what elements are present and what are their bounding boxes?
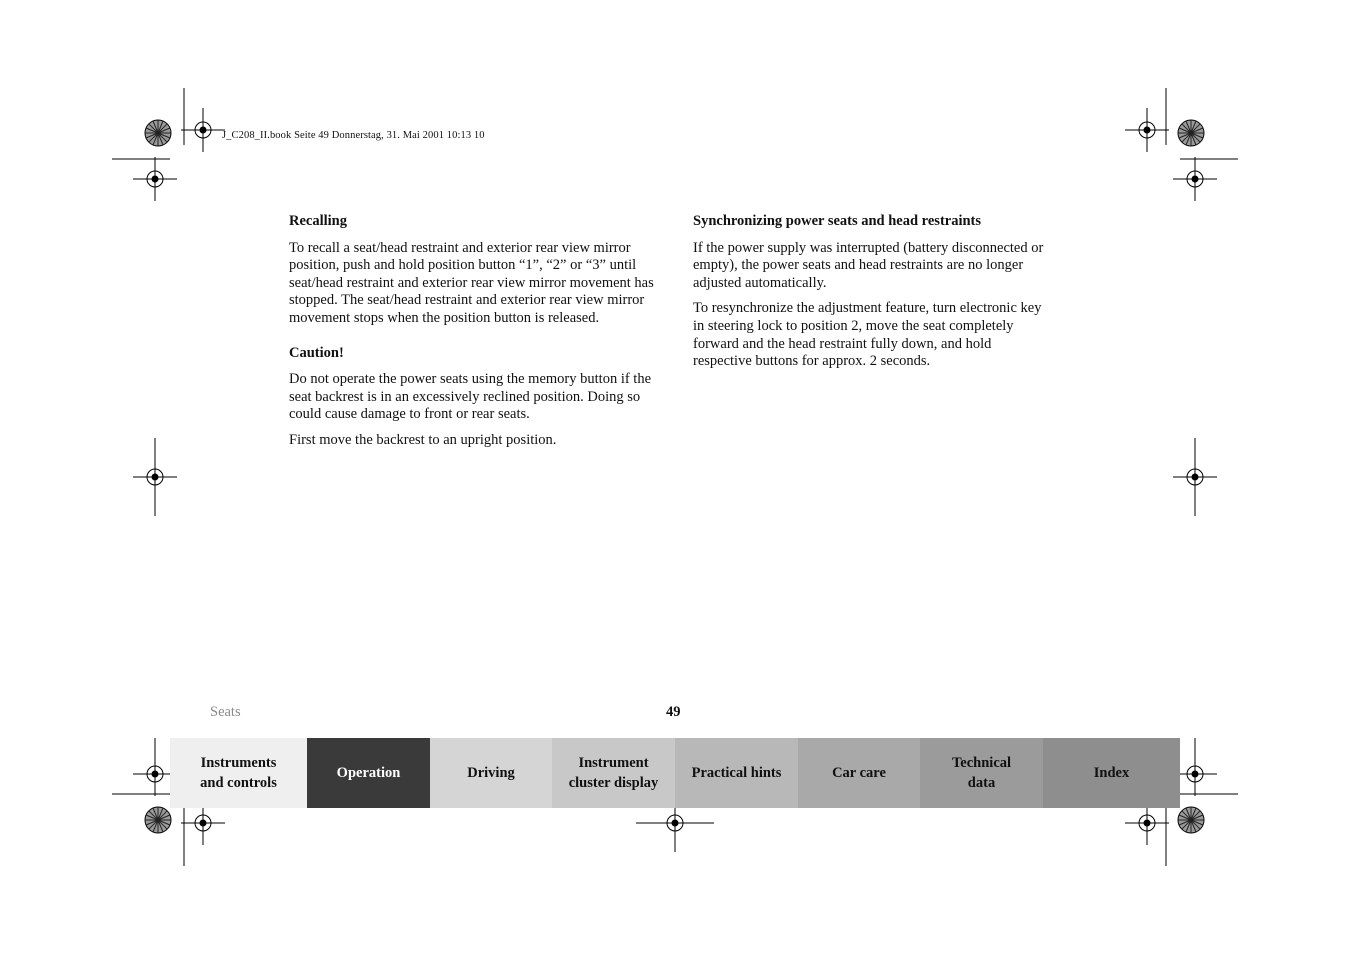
print-file-info: J_C208_II.book Seite 49 Donnerstag, 31. Mai 2001 10:13 10 [222, 130, 485, 141]
tab-driving[interactable] [430, 738, 552, 808]
tab-label: Index [1093, 765, 1130, 781]
tab-label: Practical hints [691, 765, 782, 781]
paragraph-recalling: To recall a seat/head restraint and exterior rear view mirror position, push and hold position button “1”, “2” or “3” until seat/head restraint and exterior rear view mirror movement has stopped. The seat/head restraint and exterior rear view mirror movement stops when the position button is released. [289, 239, 654, 326]
tab-label: Instrument cluster display [568, 755, 659, 791]
paragraph-caution-2: First move the backrest to an upright position. [289, 431, 557, 448]
section-label: Seats [210, 704, 241, 720]
tab-label: Operation [336, 765, 401, 781]
chapter-tabs [170, 738, 1180, 808]
tab-instruments-and-controls[interactable] [170, 738, 307, 808]
right-column [693, 213, 1053, 379]
paragraph-caution-1: Do not operate the power seats using the memory button if the seat backrest is in an excessively reclined position. Doing so could cause damage to front or rear seats. [289, 371, 652, 423]
tab-label: Technical data [951, 755, 1012, 791]
heading-recalling: Recalling [289, 213, 347, 229]
tab-instrument-cluster-display[interactable] [552, 738, 675, 808]
heading-synchronizing: Synchronizing power seats and head restraints [693, 213, 982, 229]
tab-practical-hints[interactable] [675, 738, 798, 808]
left-column [289, 213, 659, 458]
heading-caution: Caution! [289, 344, 344, 361]
page-number: 49 [666, 704, 681, 720]
tab-label: Instruments and controls [200, 755, 277, 791]
paragraph-sync-1: If the power supply was interrupted (battery disconnected or empty), the power seats and head restraints are no longer adjusted automatically. [693, 239, 1044, 291]
tab-label: Driving [467, 765, 515, 781]
tab-operation[interactable] [307, 738, 430, 808]
paragraph-sync-2: To resynchronize the adjustment feature, turn electronic key in steering lock to position 2, move the seat completely forward and the head restraint fully down, and hold respective buttons for approx. 2 seconds. [693, 300, 1042, 370]
tab-technical-data[interactable] [920, 738, 1043, 808]
tab-car-care[interactable] [798, 738, 920, 808]
tab-label: Car care [832, 765, 886, 781]
tab-index[interactable] [1043, 738, 1180, 808]
